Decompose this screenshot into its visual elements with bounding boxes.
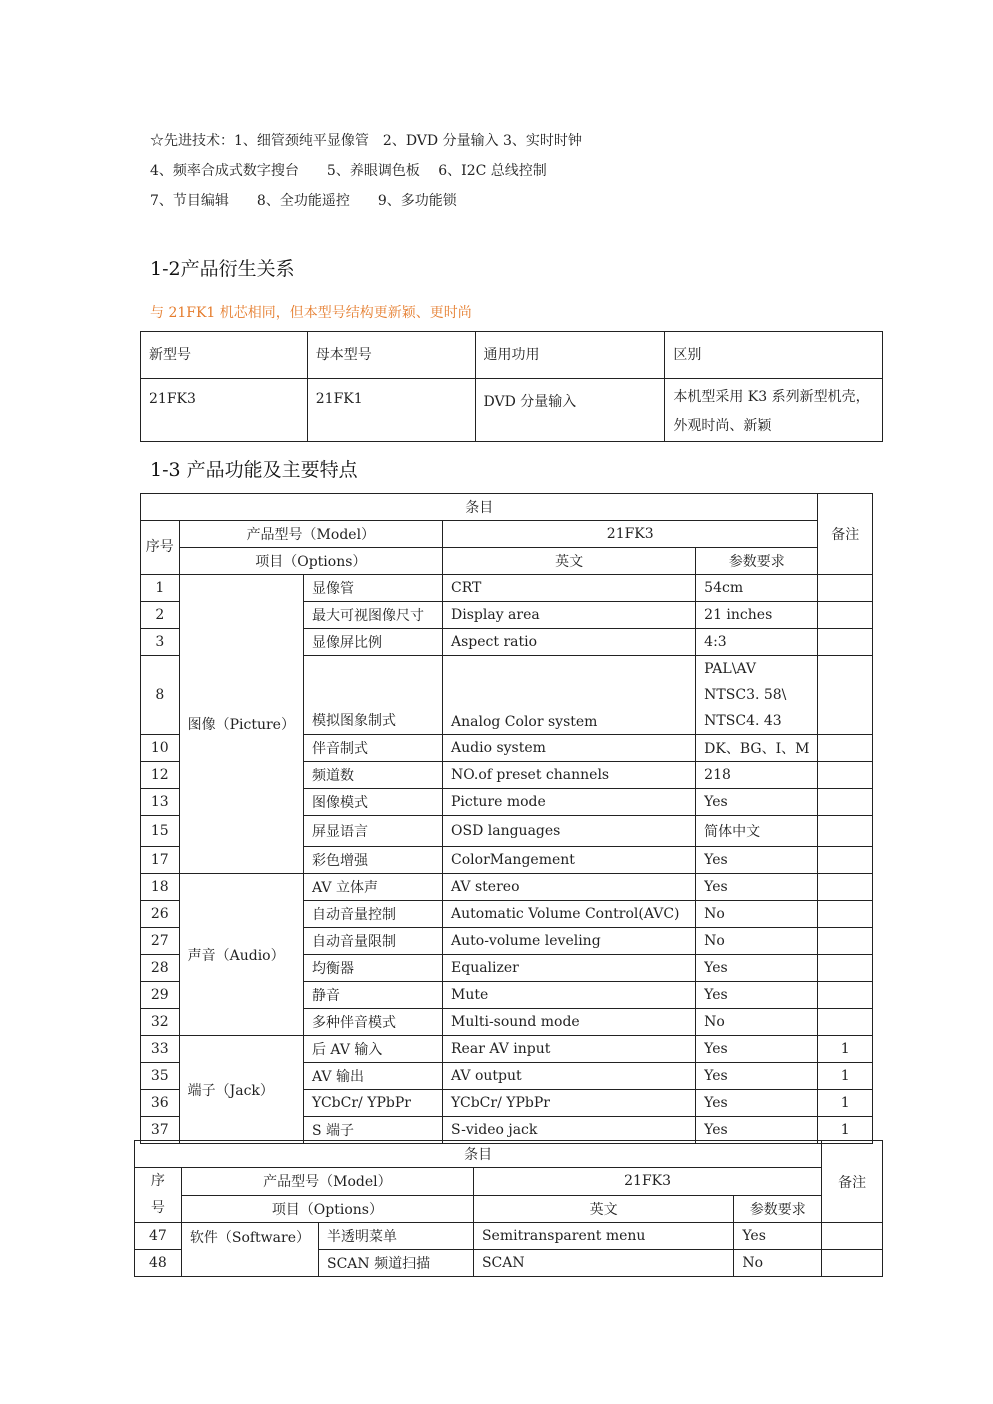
row-no: 48 [135,1250,182,1277]
row-item: AV 立体声 [303,874,442,901]
row-no: 3 [141,629,180,656]
row-param: No [696,928,818,955]
heading-derivation: 1-2产品衍生关系 [150,258,295,280]
row-remark [818,656,873,735]
row-item: 显像屏比例 [303,629,442,656]
row-item: 屏显语言 [303,816,442,847]
row-remark [818,955,873,982]
group-audio: 声音（Audio） [179,874,303,1036]
derivation-table [140,331,883,442]
row-remark [818,847,873,874]
features-table [140,493,873,1144]
row-param: 简体中文 [696,816,818,847]
row-param: Yes [696,1117,818,1144]
row-item: 自动音量限制 [303,928,442,955]
table-header-model-value: 21FK3 [473,1168,821,1196]
row-item: 自动音量控制 [303,901,442,928]
row-param: DK、BG、I、M [696,735,818,762]
row-no: 13 [141,789,180,816]
table-header-param: 参数要求 [696,548,818,575]
row-param: Yes [696,955,818,982]
row-no: 26 [141,901,180,928]
table-header-english: 英文 [443,548,696,575]
row-item: 频道数 [303,762,442,789]
row-no: 8 [141,656,180,735]
row-no: 27 [141,928,180,955]
group-jack: 端子（Jack） [179,1036,303,1144]
row-param: Yes [696,1063,818,1090]
row-english: Display area [443,602,696,629]
row-english: ColorMangement [443,847,696,874]
row-no: 12 [141,762,180,789]
row-remark [818,575,873,602]
row-english: Picture mode [443,789,696,816]
row-item: 均衡器 [303,955,442,982]
row-item: 静音 [303,982,442,1009]
row-item: 最大可视图像尺寸 [303,602,442,629]
row-remark [822,1223,883,1250]
row-remark [818,874,873,901]
derivation-new-model: 21FK3 [141,379,308,442]
row-item: 后 AV 输入 [303,1036,442,1063]
row-param: Yes [696,1090,818,1117]
row-remark [818,982,873,1009]
row-item: 彩色增强 [303,847,442,874]
derivation-header-parent-model: 母本型号 [307,332,475,379]
row-english: Multi-sound mode [443,1009,696,1036]
row-item: 显像管 [303,575,442,602]
row-remark: 1 [818,1063,873,1090]
table-header-options: 项目（Options） [181,1195,473,1223]
group-picture: 图像（Picture） [179,575,303,874]
row-param: 218 [696,762,818,789]
derivation-header-common-function: 通用功用 [475,332,665,379]
param-line: NTSC3. 58\ [704,687,787,703]
table-header-entry: 条目 [135,1141,822,1168]
table-header-english: 英文 [473,1195,733,1223]
table-header-remark: 备注 [822,1141,883,1223]
row-no: 35 [141,1063,180,1090]
row-item: 图像模式 [303,789,442,816]
row-remark [818,816,873,847]
row-remark: 1 [818,1117,873,1144]
row-english: Automatic Volume Control(AVC) [443,901,696,928]
derivation-header-new-model: 新型号 [141,332,308,379]
intro-line-3: 7、节目编辑 8、全功能遥控 9、多功能锁 [150,193,457,209]
row-no: 1 [141,575,180,602]
derivation-header-difference: 区别 [665,332,883,379]
row-remark [818,735,873,762]
row-no: 33 [141,1036,180,1063]
row-param: Yes [734,1223,822,1250]
row-item: 多种伴音模式 [303,1009,442,1036]
row-no: 18 [141,874,180,901]
table-header-model-value: 21FK3 [443,521,818,548]
row-english: CRT [443,575,696,602]
row-param: Yes [696,789,818,816]
row-english: YCbCr/ YPbPr [443,1090,696,1117]
software-table [134,1140,883,1277]
row-english: Aspect ratio [443,629,696,656]
derivation-difference: 本机型采用 K3 系列新型机壳，外观时尚、新颖 [665,379,883,442]
row-param: 21 inches [696,602,818,629]
row-no: 10 [141,735,180,762]
row-param: 54cm [696,575,818,602]
heading-features: 1-3 产品功能及主要特点 [150,459,358,481]
param-line: PAL\AV [704,661,756,677]
row-no: 37 [141,1117,180,1144]
row-no: 15 [141,816,180,847]
derivation-parent-model: 21FK1 [307,379,475,442]
row-no: 32 [141,1009,180,1036]
row-english: Analog Color system [443,656,696,735]
derivation-note: 与 21FK1 机芯相同，但本型号结构更新颖、更时尚 [150,305,472,321]
row-item: 伴音制式 [303,735,442,762]
row-remark [818,762,873,789]
row-no: 47 [135,1223,182,1250]
row-remark: 1 [818,1090,873,1117]
intro-line-1: ☆先进技术：1、细管颈纯平显像管 2、DVD 分量输入 3、实时时钟 [150,133,582,149]
table-header-options: 项目（Options） [179,548,442,575]
row-english: Semitransparent menu [473,1223,733,1250]
row-param: Yes [696,874,818,901]
row-english: OSD languages [443,816,696,847]
row-english: S-video jack [443,1117,696,1144]
row-param: Yes [696,982,818,1009]
row-english: Auto-volume leveling [443,928,696,955]
table-header-remark: 备注 [818,494,873,575]
row-param: 4:3 [696,629,818,656]
table-header-model-label: 产品型号（Model） [181,1168,473,1196]
row-item: SCAN 频道扫描 [319,1250,474,1277]
table-header-seq: 序号 [135,1168,182,1223]
derivation-common-function: DVD 分量输入 [475,379,665,442]
row-no: 28 [141,955,180,982]
row-item: 半透明菜单 [319,1223,474,1250]
row-remark [822,1250,883,1277]
row-english: NO.of preset channels [443,762,696,789]
table-header-entry: 条目 [141,494,818,521]
row-no: 29 [141,982,180,1009]
row-no: 36 [141,1090,180,1117]
row-remark: 1 [818,1036,873,1063]
row-param: Yes [696,847,818,874]
row-english: Rear AV input [443,1036,696,1063]
row-param: Yes [696,1036,818,1063]
table-header-param: 参数要求 [734,1195,822,1223]
row-param: No [696,1009,818,1036]
row-english: AV output [443,1063,696,1090]
intro-line-2: 4、频率合成式数字搜台 5、养眼调色板 6、I2C 总线控制 [150,163,547,179]
row-no: 2 [141,602,180,629]
group-software: 软件（Software） [181,1223,318,1277]
row-item: AV 输出 [303,1063,442,1090]
row-param: No [734,1250,822,1277]
row-english: Audio system [443,735,696,762]
row-item: YCbCr/ YPbPr [303,1090,442,1117]
row-remark [818,602,873,629]
row-english: Mute [443,982,696,1009]
row-item: 模拟图象制式 [303,656,442,735]
row-remark [818,901,873,928]
table-header-model-label: 产品型号（Model） [179,521,442,548]
row-english: SCAN [473,1250,733,1277]
row-english: AV stereo [443,874,696,901]
row-param: No [696,901,818,928]
row-remark [818,928,873,955]
row-no: 17 [141,847,180,874]
row-param [696,656,818,735]
row-remark [818,629,873,656]
table-header-seq: 序号 [141,521,180,575]
row-remark [818,789,873,816]
row-english: Equalizer [443,955,696,982]
row-remark [818,1009,873,1036]
param-line: NTSC4. 43 [704,713,782,729]
row-item: S 端子 [303,1117,442,1144]
